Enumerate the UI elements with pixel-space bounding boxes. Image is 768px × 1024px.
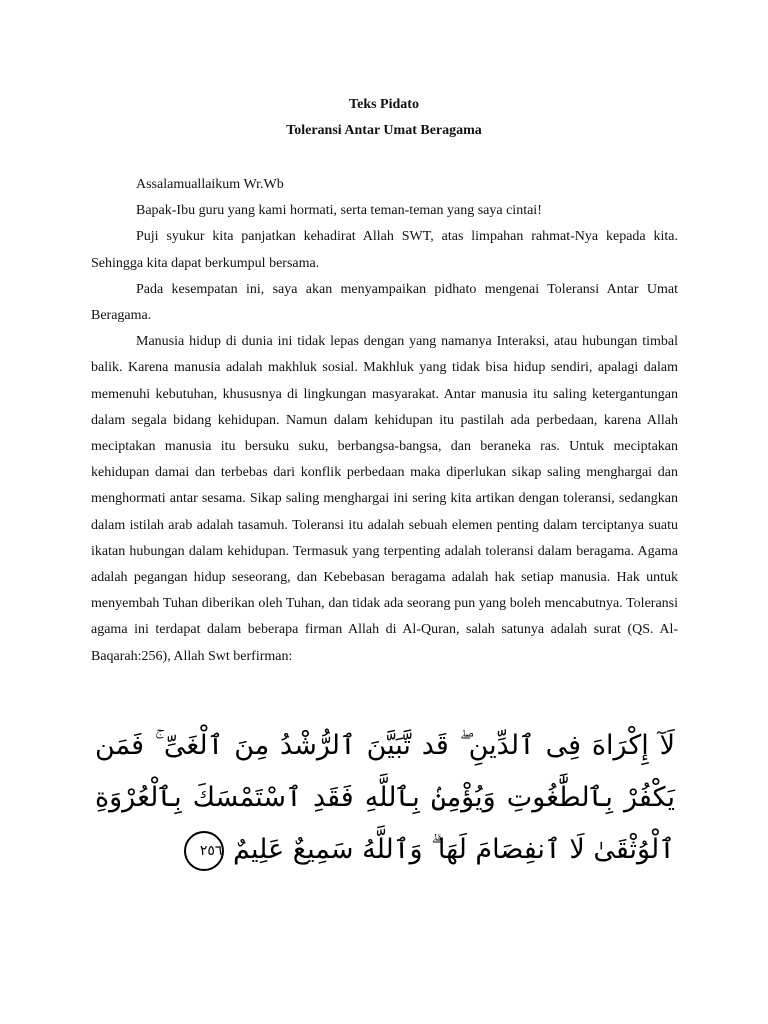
speech-body: [91, 172, 678, 670]
quran-verse-text: لَآ إِكْرَاهَ فِى ٱلدِّينِ ۖ قَد تَّبَيَّنَ ٱلرُّشْدُ مِنَ ٱلْغَىِّ ۚ فَمَن يَكْفُرْ بِٱلطَّٰغُوتِ وَيُؤْمِنۢ بِٱللَّهِ فَقَدِ ٱسْتَمْسَكَ بِٱلْعُرْوَةِ ٱلْوُثْقَىٰ لَا ٱنفِصَامَ لَهَا ۗ وَٱللَّهُ سَمِيعٌ عَلِيمٌ: [95, 730, 675, 865]
paragraph-main: Manusia hidup di dunia ini tidak lepas dengan yang namanya Interaksi, atau hubungan timbal balik. Karena manusia adalah makhluk sosial. Makhluk yang tidak bisa hidup sendiri, apalagi dalam memenuhi kebutuhan, khususnya di lingkungan masyarakat. Antar manusia itu saling ketergantungan dalam segala bidang kehidupan. Namun dalam kehidupan itu pastilah ada perbedaan, karena Allah meciptakan manusia itu bersuku suku, berbangsa-bangsa, dan beraneka ras. Untuk meciptakan kehidupan damai dan terbebas dari konflik perbedaan maka diperlukan sikap saling menghargai dan menghormati antar sesama. Sikap saling menghargai ini sering kita artikan dengan toleransi, sedangkan dalam istilah arab adalah tasamuh. Toleransi itu adalah sebuah elemen penting dalam terciptanya suatu ikatan hubungan dalam kehidupan. Termasuk yang terpenting adalah toleransi dalam beragama. Agama adalah pegangan hidup seseorang, dan Kebebasan beragama adalah hak setiap manusia. Hak untuk menyembah Tuhan diberikan oleh Tuhan, dan tidak ada seorang pun yang boleh mencabutnya. Toleransi agama ini terdapat dalam beberapa firman Allah di Al-Quran, salah satunya adalah surat (QS. Al-Baqarah:256), Allah Swt berfirman:: [91, 334, 678, 664]
greeting-line: Assalamuallaikum Wr.Wb: [136, 177, 284, 192]
quran-verse: [95, 720, 675, 880]
address-line: Bapak-Ibu guru yang kami hormati, serta teman-teman yang saya cintai!: [136, 203, 542, 219]
verse-number-marker: ٢٥٦: [184, 831, 224, 871]
title-block: [0, 92, 768, 144]
paragraph-topic: Pada kesempatan ini, saya akan menyampaikan pidhato mengenai Toleransi Antar Umat Beragama.: [91, 281, 678, 324]
paragraph-opening: Puji syukur kita panjatkan kehadirat Allah SWT, atas limpahan rahmat-Nya kepada kita. Sehingga kita dapat berkumpul bersama.: [91, 229, 678, 271]
document-subtitle: Toleransi Antar Umat Beragama: [286, 123, 482, 138]
document-title: Teks Pidato: [349, 97, 419, 112]
